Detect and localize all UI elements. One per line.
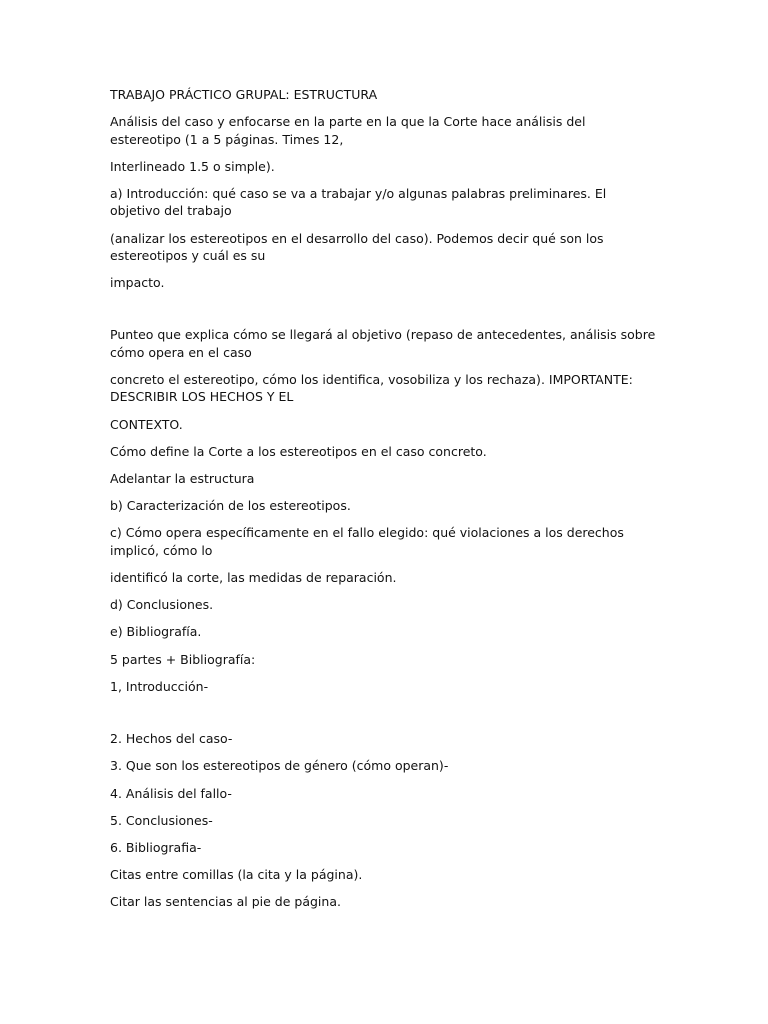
paragraph: concreto el estereotipo, cómo los identifica, vosobiliza y los rechaza). IMPORTANTE: DESCRIBIR LOS HECHOS Y EL — [110, 372, 633, 405]
paragraph: Interlineado 1.5 o simple). — [110, 158, 275, 174]
list-item: 2. Hechos del caso- — [110, 731, 233, 747]
paragraph: impacto. — [110, 275, 165, 291]
blank-line — [110, 301, 660, 326]
paragraph: Análisis del caso y enfocarse en la parte en la que la Corte hace análisis del estereotipo (1 a 5 páginas. Times 12, — [110, 114, 586, 147]
paragraph: e) Bibliografía. — [110, 624, 202, 640]
paragraph: b) Caracterización de los estereotipos. — [110, 498, 351, 514]
paragraph: (analizar los estereotipos en el desarrollo del caso). Podemos decir qué son los estereotipos y cuál es su — [110, 230, 604, 264]
list-item: 1, Introducción- — [110, 678, 209, 694]
paragraph: identificó la corte, las medidas de reparación. — [110, 570, 397, 586]
paragraph: CONTEXTO. — [110, 416, 183, 432]
paragraph: Cómo define la Corte a los estereotipos en el caso concreto. — [110, 443, 487, 459]
list-item: 5. Conclusiones- — [110, 812, 213, 828]
paragraph: 5 partes + Bibliografía: — [110, 651, 256, 667]
paragraph: Citar las sentencias al pie de página. — [110, 894, 341, 910]
paragraph: a) Introducción: qué caso se va a trabajar y/o algunas palabras preliminares. El objetivo del trabajo — [110, 186, 607, 219]
blank-line — [110, 705, 660, 730]
paragraph: Punteo que explica cómo se llegará al objetivo (repaso de antecedentes, análisis sobre cómo opera en el caso — [110, 327, 656, 360]
paragraph: Adelantar la estructura — [110, 471, 255, 487]
paragraph: Citas entre comillas (la cita y la página). — [110, 867, 363, 883]
list-item: 6. Bibliografia- — [110, 839, 202, 855]
paragraph: d) Conclusiones. — [110, 597, 214, 613]
document-title: TRABAJO PRÁCTICO GRUPAL: ESTRUCTURA — [110, 87, 378, 102]
document-body — [110, 86, 660, 921]
list-item: 3. Que son los estereotipos de género (cómo operan)- — [110, 758, 449, 774]
list-item: 4. Análisis del fallo- — [110, 785, 232, 801]
paragraph: c) Cómo opera específicamente en el fallo elegido: qué violaciones a los derechos implicó, cómo lo — [110, 525, 624, 558]
